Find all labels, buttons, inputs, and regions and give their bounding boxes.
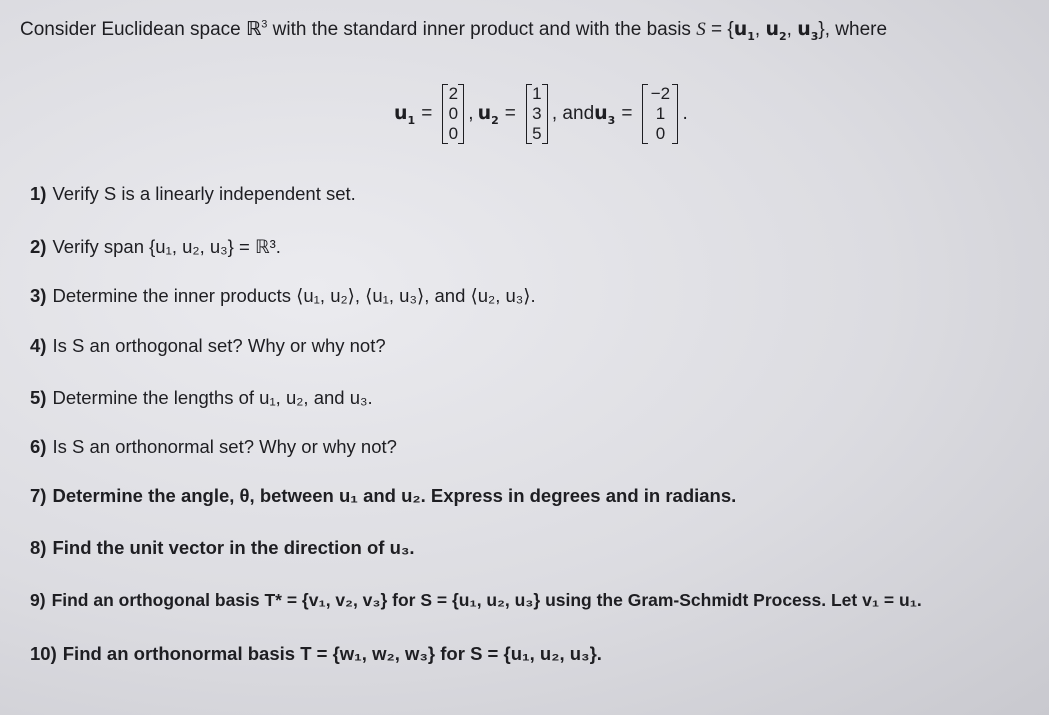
intro-u1: $u_1$ — [733, 18, 755, 43]
problem-intro: Consider Euclidean space ℝ$^3$ with the standard inner product and with the basis $S = \{u_1$, $u_2$, $u_3$}, where — [20, 18, 888, 43]
intro-u2: $u_2$ — [765, 18, 787, 43]
question-item: 3) Determine the inner products ⟨u₁, u₂⟩, ⟨u₁, u₃⟩, and ⟨u₂, u₃⟩. — [30, 285, 536, 306]
intro-space: ℝ — [246, 18, 262, 40]
intro-set-def: = { — [705, 19, 734, 40]
question-item: 4) Is S an orthogonal set? Why or why not? — [30, 335, 386, 356]
u3-entry: −2 — [650, 84, 671, 103]
question-item: 10) Find an orthonormal basis T = {w₁, w₂, w₃} for S = {u₁, u₂, u₃}. — [30, 643, 602, 664]
u2-entry: 5 — [532, 124, 542, 143]
question-item: 6) Is S an orthonormal set? Why or why not? — [30, 436, 397, 457]
equals-sign: = — [621, 103, 633, 124]
question-item: 8) Find the unit vector in the direction of u₃. — [30, 537, 415, 558]
u2-entry: 3 — [532, 104, 542, 123]
u1-entry: 2 — [448, 84, 459, 103]
intro-text-1: Consider Euclidean space — [20, 19, 247, 40]
u2-vector — [526, 84, 548, 144]
u1-entry: 0 — [448, 104, 459, 123]
and-text: , and — [551, 103, 595, 124]
u1-vector — [442, 84, 464, 144]
question-item: 1) Verify S is a linearly independent set. — [30, 183, 356, 204]
u3-entry: 0 — [655, 124, 666, 143]
u1-entry: 0 — [448, 124, 459, 143]
u1-label: $u_1$ — [394, 101, 416, 127]
vectors-end: . — [682, 103, 688, 124]
question-item: 2) Verify span {u₁, u₂, u₃} = ℝ³. — [30, 236, 281, 257]
comma: , — [468, 103, 474, 124]
vector-definitions — [394, 76, 688, 152]
u3-vector — [642, 84, 678, 144]
intro-u3: $u_3$ — [797, 18, 819, 43]
u2-label: $u_2$ — [477, 101, 499, 127]
question-item: 5) Determine the lengths of u₁, u₂, and u₃. — [30, 387, 373, 408]
equals-sign: = — [421, 103, 433, 124]
intro-text-2: with the standard inner product and with the basis — [267, 19, 697, 40]
u2-entry: 1 — [532, 84, 542, 103]
intro-space-exp: 3 — [261, 18, 268, 31]
question-item: 9) Find an orthogonal basis T* = {v₁, v₂, v₃} for S = {u₁, u₂, u₃} using the Gram-Schmidt Process. Let v₁ = u₁. — [30, 590, 922, 610]
equals-sign: = — [504, 103, 516, 124]
u3-label: $u_3$ — [594, 101, 616, 127]
intro-set-close: }, where — [818, 19, 888, 40]
u3-entry: 1 — [655, 104, 666, 123]
intro-set-name: S — [696, 19, 706, 40]
question-item: 7) Determine the angle, θ, between u₁ and u₂. Express in degrees and in radians. — [30, 485, 737, 506]
